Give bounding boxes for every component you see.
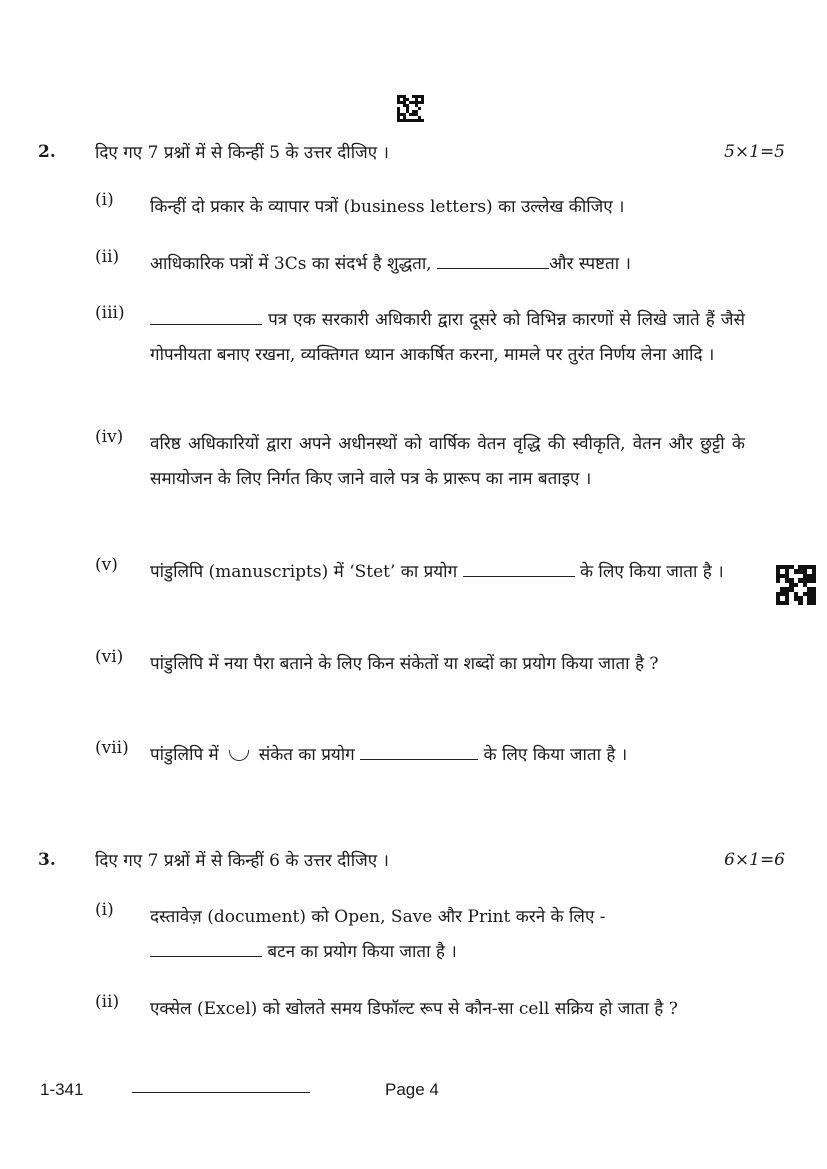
- qr-code-icon: [397, 95, 424, 122]
- item-text: वरिष्ठ अधिकारियों द्वारा अपने अधीनस्थों को वार्षिक वेतन वृद्धि की स्वीकृति, वेतन और छुट्टी के समायोजन के लिए निर्गत किए जाने वाले पत्र के प्रारूप का नाम बताइए ।: [150, 434, 745, 489]
- question-2-number: 2.: [38, 142, 56, 162]
- q2-item-vii: [95, 738, 745, 773]
- q2-item-iv: [95, 427, 745, 497]
- item-label: (ii): [95, 992, 120, 1012]
- item-label: (i): [95, 900, 114, 920]
- paper-code: 1-341: [40, 1080, 84, 1099]
- item-text: दस्तावेज़ (document) को Open, Save और Print करने के लिए -: [150, 907, 606, 927]
- item-text: एक्सेल (Excel) को खोलते समय डिफॉल्ट रूप से कौन-सा cell सक्रिय हो जाता है ?: [150, 999, 678, 1019]
- q2-item-iii: [95, 303, 745, 373]
- page-number: Page 4: [385, 1080, 439, 1099]
- q3-item-i: [95, 900, 745, 970]
- item-text: पांडुलिपि (manuscripts) में ‘Stet’ का प्रयोग: [150, 562, 463, 582]
- item-text: पांडुलिपि में नया पैरा बताने के लिए किन संकेतों या शब्दों का प्रयोग किया जाता है ?: [150, 654, 659, 674]
- answer-blank: [463, 562, 575, 577]
- item-text: पांडुलिपि में: [150, 745, 219, 765]
- q2-item-ii: [95, 247, 745, 282]
- question-3-text: दिए गए 7 प्रश्नों में से किन्हीं 6 के उत्तर दीजिए ।: [95, 851, 389, 871]
- item-label: (iv): [95, 427, 124, 447]
- item-label: (vii): [95, 738, 129, 758]
- question-3-marks: 6×1=6: [724, 850, 785, 870]
- item-label: (i): [95, 190, 114, 210]
- item-label: (v): [95, 555, 118, 575]
- item-label: (vi): [95, 647, 124, 667]
- answer-blank: [437, 254, 549, 269]
- item-text: संकेत का प्रयोग: [258, 745, 361, 765]
- answer-blank: [150, 310, 262, 325]
- q2-item-v: [95, 555, 745, 590]
- answer-blank: [360, 745, 478, 760]
- footer-divider: [132, 1092, 310, 1093]
- item-text: आधिकारिक पत्रों में 3Cs का संदर्भ है शुद्धता,: [150, 254, 438, 274]
- item-text: बटन का प्रयोग किया जाता है ।: [262, 942, 457, 962]
- q2-item-i: [95, 190, 745, 225]
- question-2-text: दिए गए 7 प्रश्नों में से किन्हीं 5 के उत्तर दीजिए ।: [95, 143, 389, 163]
- item-text: के लिए किया जाता है ।: [574, 562, 724, 582]
- close-up-mark-icon: [229, 750, 249, 761]
- answer-blank: [150, 942, 262, 957]
- q2-item-vi: [95, 647, 745, 682]
- item-label: (iii): [95, 303, 125, 323]
- qr-code-icon: [776, 565, 816, 605]
- item-text: और स्पष्टता ।: [549, 254, 631, 274]
- question-3-number: 3.: [38, 850, 56, 870]
- question-2-marks: 5×1=5: [724, 142, 785, 162]
- item-text: पत्र एक सरकारी अधिकारी द्वारा दूसरे को विभिन्न कारणों से लिखे जाते हैं जैसे गोपनीयता बनाए रखना, व्यक्तिगत ध्यान आकर्षित करना, मामले पर तुरंत निर्णय लेना आदि ।: [150, 310, 745, 365]
- item-text: के लिए किया जाता है ।: [478, 745, 628, 765]
- q3-item-ii: [95, 992, 745, 1027]
- item-label: (ii): [95, 247, 120, 267]
- item-text: किन्हीं दो प्रकार के व्यापार पत्रों (business letters) का उल्लेख कीजिए ।: [150, 197, 625, 217]
